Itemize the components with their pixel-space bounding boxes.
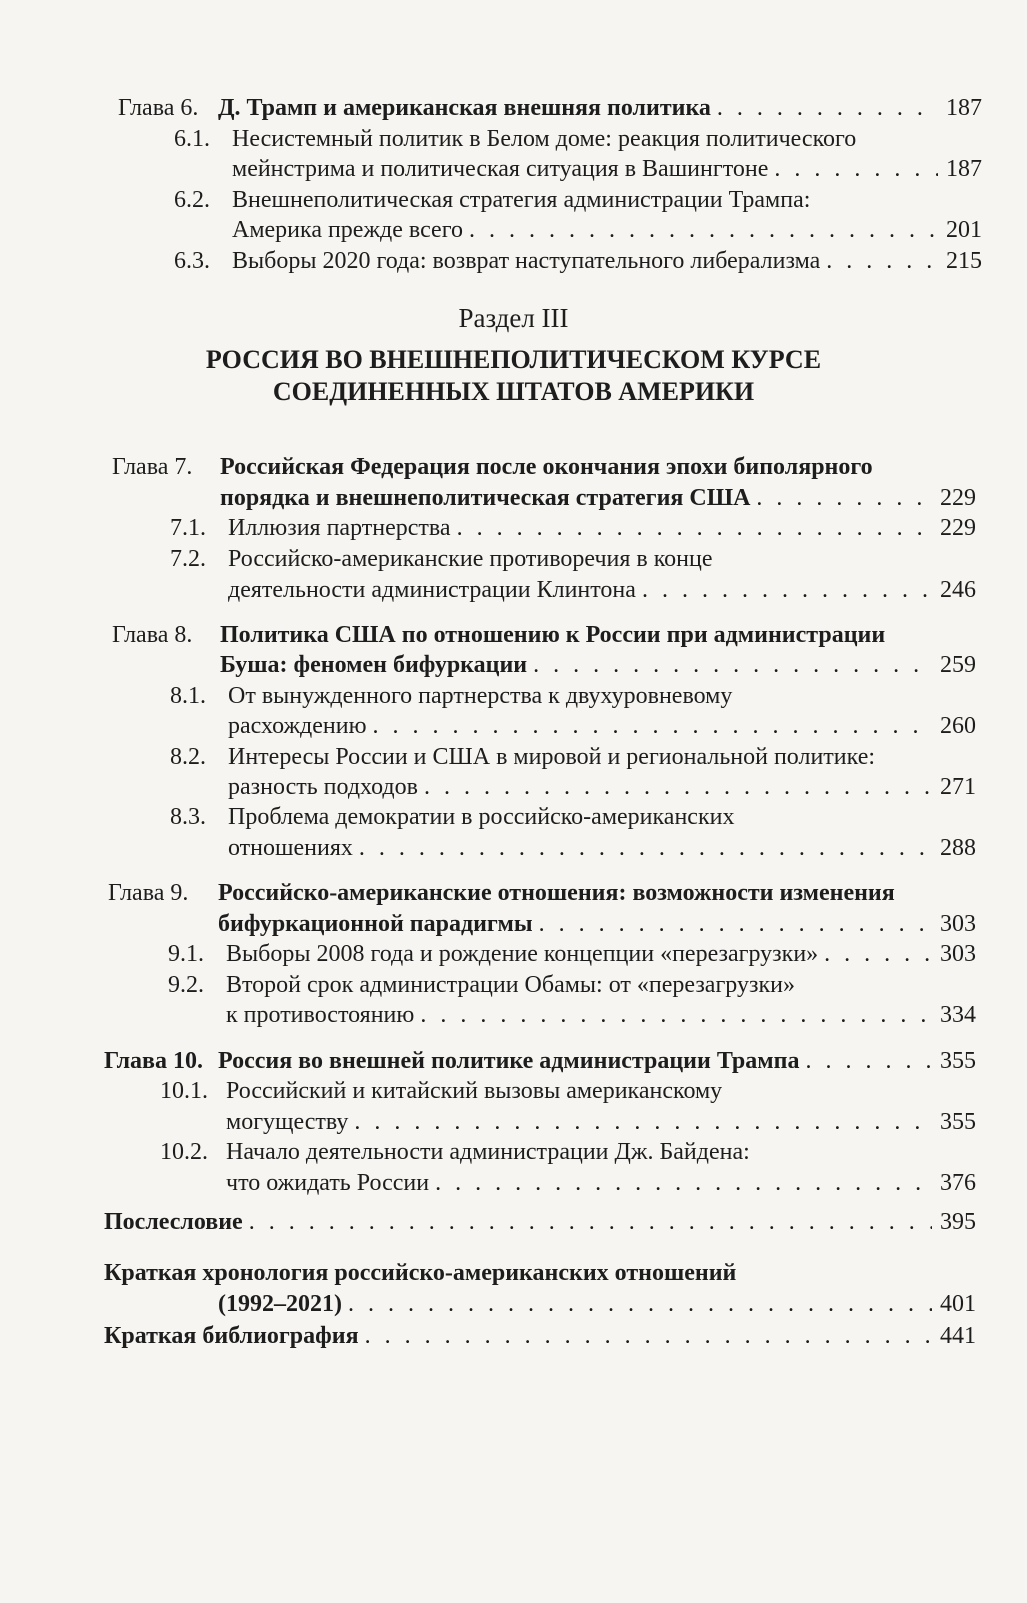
dot-leader xyxy=(359,830,932,866)
bibliography-title: Краткая библиография xyxy=(104,1323,359,1349)
section-title-line1: Интересы России и США в мировой и региональной политике: xyxy=(228,744,876,770)
toc-section-9-2-cont xyxy=(0,997,1027,1033)
page-number: 187 xyxy=(946,156,982,182)
section-number: 10.1. xyxy=(160,1078,208,1104)
section-title-line1: От вынужденного партнерства к двухуровневому xyxy=(228,683,733,709)
section-title: Выборы 2008 года и рождение концепции «перезагрузки» xyxy=(226,941,819,967)
section-title-line2: расхождению xyxy=(228,713,367,739)
section-number: 8.2. xyxy=(170,744,206,770)
chapter-title-line1: Российско-американские отношения: возможности изменения xyxy=(218,880,895,906)
page-number: 187 xyxy=(946,95,982,121)
page-number: 376 xyxy=(940,1170,976,1196)
section-number: 9.2. xyxy=(168,972,204,998)
page-number: 401 xyxy=(940,1291,976,1317)
toc-bibliography[interactable] xyxy=(0,1318,1027,1354)
chapter-label: Глава 7. xyxy=(112,454,193,480)
page-number: 288 xyxy=(940,835,976,861)
page-number: 441 xyxy=(940,1323,976,1349)
section-title-line1: Второй срок администрации Обамы: от «перезагрузки» xyxy=(226,972,795,998)
chapter-title-line1: Политика США по отношению к России при администрации xyxy=(220,622,886,648)
part-title-line1: РОССИЯ ВО ВНЕШНЕПОЛИТИЧЕСКОМ КУРСЕ xyxy=(205,345,822,374)
section-number: 6.1. xyxy=(174,126,210,152)
section-title-line1: Проблема демократии в российско-американских xyxy=(228,804,735,830)
page-number: 334 xyxy=(940,1002,976,1028)
dot-leader xyxy=(348,1286,932,1322)
section-number: 6.2. xyxy=(174,187,210,213)
chapter-title: Д. Трамп и американская внешняя политика xyxy=(218,95,711,121)
dot-leader xyxy=(435,1165,932,1201)
toc-section-6-3[interactable] xyxy=(0,243,1027,279)
page-number: 395 xyxy=(940,1209,976,1235)
section-title-line1: Российско-американские противоречия в конце xyxy=(228,546,713,572)
page-number: 259 xyxy=(940,652,976,678)
chapter-title-line2: Буша: феномен бифуркации xyxy=(220,652,528,678)
chronology-title-line1: Краткая хронология российско-американских отношений xyxy=(104,1260,737,1286)
chronology-title-line2: (1992–2021) xyxy=(218,1291,342,1317)
toc-chronology-cont xyxy=(0,1286,1027,1322)
section-number: 8.1. xyxy=(170,683,206,709)
toc-section-8-3-cont xyxy=(0,830,1027,866)
section-title-line1: Начало деятельности администрации Дж. Байдена: xyxy=(226,1139,750,1165)
page-number: 355 xyxy=(940,1109,976,1135)
toc-section-7-2-cont xyxy=(0,572,1027,608)
chapter-title-line2: бифуркационной парадигмы xyxy=(218,911,533,937)
chapter-label: Глава 6. xyxy=(118,95,199,121)
section-title: Выборы 2020 года: возврат наступательного либерализма xyxy=(232,248,821,274)
section-title-line2: что ожидать России xyxy=(226,1170,430,1196)
section-title-line2: мейнстрима и политическая ситуация в Вашингтоне xyxy=(232,156,769,182)
chapter-title: Россия во внешней политике администрации Трампа xyxy=(218,1048,800,1074)
page-number: 271 xyxy=(940,774,976,800)
page-number: 303 xyxy=(940,911,976,937)
section-title-line2: Америка прежде всего xyxy=(232,217,463,243)
section-number: 6.3. xyxy=(174,248,210,274)
page-number: 215 xyxy=(946,248,982,274)
section-title-line2: деятельности администрации Клинтона xyxy=(228,577,636,603)
section-title: Иллюзия партнерства xyxy=(228,515,451,541)
part-title-line2: СОЕДИНЕННЫХ ШТАТОВ АМЕРИКИ xyxy=(272,377,755,406)
section-title-line2: отношениях xyxy=(228,835,353,861)
dot-leader xyxy=(365,1318,932,1354)
toc-section-10-2-cont xyxy=(0,1165,1027,1201)
page-number: 201 xyxy=(946,217,982,243)
dot-leader xyxy=(642,572,932,608)
dot-leader xyxy=(826,243,938,279)
page-number: 229 xyxy=(940,515,976,541)
toc-afterword[interactable] xyxy=(0,1204,1027,1240)
section-title-line2: могуществу xyxy=(226,1109,349,1135)
section-title-line2: к противостоянию xyxy=(226,1002,415,1028)
dot-leader xyxy=(420,997,932,1033)
page-number: 246 xyxy=(940,577,976,603)
section-number: 10.2. xyxy=(160,1139,208,1165)
dot-leader xyxy=(249,1204,932,1240)
page-number: 260 xyxy=(940,713,976,739)
chapter-label: Глава 8. xyxy=(112,622,193,648)
section-number: 8.3. xyxy=(170,804,206,830)
section-number: 7.2. xyxy=(170,546,206,572)
section-number: 9.1. xyxy=(168,941,204,967)
afterword-title: Послесловие xyxy=(104,1209,243,1235)
part-label: Раздел III xyxy=(458,303,569,333)
page-number: 355 xyxy=(940,1048,976,1074)
section-number: 7.1. xyxy=(170,515,206,541)
section-title-line2: разность подходов xyxy=(228,774,418,800)
section-title-line1: Российский и китайский вызовы американскому xyxy=(226,1078,723,1104)
page-number: 303 xyxy=(940,941,976,967)
chapter-label: Глава 10. xyxy=(104,1048,203,1074)
section-title-line1: Несистемный политик в Белом доме: реакция политического xyxy=(232,126,857,152)
chapter-label: Глава 9. xyxy=(108,880,189,906)
page-number: 229 xyxy=(940,485,976,511)
chapter-title-line1: Российская Федерация после окончания эпохи биполярного xyxy=(220,454,873,480)
chapter-title-line2: порядка и внешнеполитическая стратегия США xyxy=(220,485,751,511)
section-title-line1: Внешнеполитическая стратегия администрации Трампа: xyxy=(232,187,811,213)
